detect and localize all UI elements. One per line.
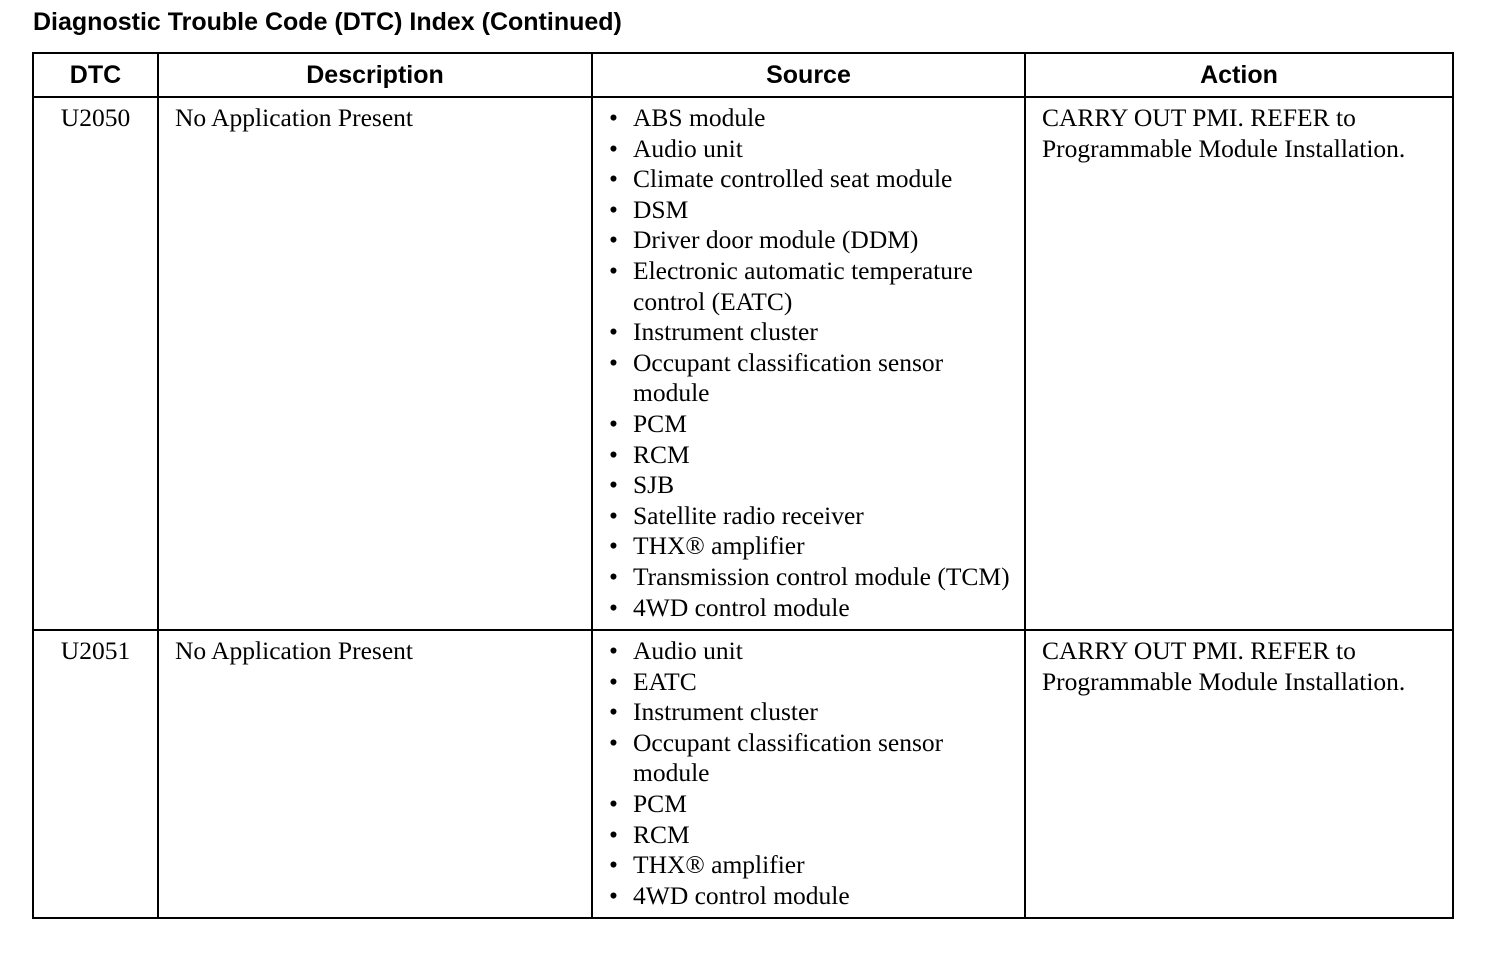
list-item: • EATC [609,666,697,696]
list-item: • 4WD control module [609,880,850,910]
bullet-icon: • [609,819,618,849]
bullet-icon: • [609,133,618,163]
dtc-sources [592,630,1025,918]
list-item: • Instrument cluster [609,697,818,727]
dtc-action [1025,630,1453,918]
list-item: • Audio unit [609,636,743,666]
list-item: • PCM [609,408,687,438]
dtc-code: U2050 [33,97,158,630]
header-description: Description [158,53,592,97]
bullet-icon: • [609,194,618,224]
bullet-icon: • [609,470,618,500]
list-item: • ABS module [609,103,766,132]
header-action: Action [1025,53,1453,97]
bullet-icon: • [609,666,618,696]
action-text-line: CARRY OUT PMI. REFER to [1042,103,1356,132]
source-list [609,636,1016,911]
dtc-action [1025,97,1453,630]
dtc-sources [592,97,1025,630]
bullet-icon: • [609,727,618,757]
dtc-description: No Application Present [158,630,592,918]
bullet-icon: • [609,347,618,377]
list-item: • Instrument cluster [609,317,818,347]
list-item: • Occupant classification sensor module [609,347,944,408]
bullet-icon: • [609,408,618,438]
table-row [33,630,1453,918]
list-item: • THX® amplifier [609,531,805,561]
list-item: • RCM [609,439,690,469]
action-text-line: CARRY OUT PMI. REFER to [1042,636,1356,666]
header-dtc: DTC [33,53,158,97]
list-item: • RCM [609,819,690,849]
action-text-line: Programmable Module Installation. [1042,666,1406,696]
dtc-description: No Application Present [158,97,592,630]
table-row [33,97,1453,630]
list-item: • Electronic automatic temperature control (EATC) [609,255,973,316]
bullet-icon: • [609,255,618,285]
bullet-icon: • [609,561,618,591]
source-list [609,103,1016,623]
list-item: • Occupant classification sensor module [609,727,944,788]
bullet-icon: • [609,789,618,819]
list-item: • PCM [609,789,687,819]
list-item: • Climate controlled seat module [609,164,953,194]
bullet-icon: • [609,317,618,347]
list-item: • Transmission control module (TCM) [609,561,1010,591]
dtc-index-table [32,52,1454,919]
list-item: • DSM [609,194,689,224]
bullet-icon: • [609,164,618,194]
bullet-icon: • [609,636,618,666]
list-item: • Audio unit [609,133,743,163]
bullet-icon: • [609,500,618,530]
table-header-row [33,53,1453,97]
bullet-icon: • [609,531,618,561]
bullet-icon: • [609,225,618,255]
bullet-icon: • [609,592,618,622]
bullet-icon: • [609,439,618,469]
bullet-icon: • [609,880,618,910]
action-text-line: Programmable Module Installation. [1042,133,1406,163]
dtc-code: U2051 [33,630,158,918]
list-item: • Satellite radio receiver [609,500,864,530]
list-item: • 4WD control module [609,592,850,622]
list-item: • Driver door module (DDM) [609,225,919,255]
bullet-icon: • [609,697,618,727]
list-item: • SJB [609,470,675,500]
header-source: Source [592,53,1025,97]
bullet-icon: • [609,850,618,880]
page-title: Diagnostic Trouble Code (DTC) Index (Continued) [33,8,622,36]
list-item: • THX® amplifier [609,850,805,880]
bullet-icon: • [609,103,618,132]
